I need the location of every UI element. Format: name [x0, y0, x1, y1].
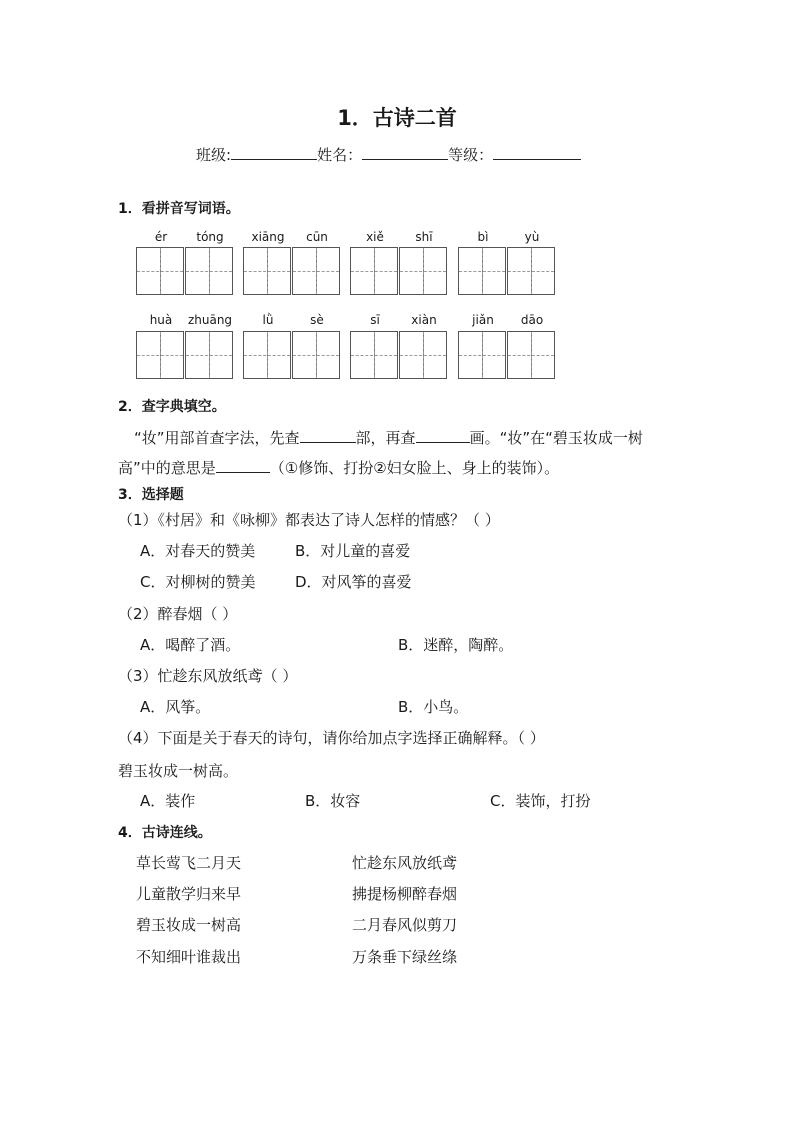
pinyin-label: lǜ	[262, 313, 274, 327]
writing-box[interactable]	[243, 331, 291, 379]
q3-1-option-c[interactable]: C．对柳树的赞美	[140, 573, 256, 591]
pinyin-label: shī	[415, 230, 433, 244]
q3-4-option-b[interactable]: B．妆容	[305, 792, 361, 810]
match-right-item[interactable]: 拂提杨柳醉春烟	[352, 885, 458, 903]
q3-1-option-d[interactable]: D．对风筝的喜爱	[295, 573, 412, 591]
writing-box[interactable]	[350, 247, 398, 295]
q4-heading: 4．古诗连线。	[118, 825, 212, 841]
writing-box[interactable]	[136, 247, 184, 295]
class-label: 班级:	[196, 146, 232, 164]
pinyin-label: cūn	[306, 230, 328, 244]
writing-box[interactable]	[507, 331, 555, 379]
pinyin-label: xiě	[366, 230, 384, 244]
writing-box[interactable]	[185, 331, 233, 379]
q3-2-option-b[interactable]: B．迷醉，陶醉。	[398, 636, 514, 654]
match-left-item[interactable]: 碧玉妆成一树高	[136, 916, 242, 934]
q3-4-poem-line: 碧玉妆成一树高。	[118, 762, 239, 780]
pinyin-label: yù	[524, 230, 540, 244]
match-right-item[interactable]: 二月春风似剪刀	[352, 916, 458, 934]
q3-sub-3: （3）忙趁东风放纸鸢（ ）	[118, 667, 298, 685]
q2-line-2: 高”中的意思是 （①修饰、打扮②妇女脸上、身上的装饰）。	[118, 459, 560, 477]
q3-heading: 3．选择题	[118, 487, 184, 503]
pinyin-label: jiǎn	[472, 313, 494, 327]
match-left-item[interactable]: 草长莺飞二月天	[136, 854, 242, 872]
q3-4-option-a[interactable]: A．装作	[140, 792, 196, 810]
q3-2-option-a[interactable]: A．喝醉了酒。	[140, 636, 241, 654]
writing-box[interactable]	[292, 331, 340, 379]
pinyin-label: sī	[370, 313, 380, 327]
match-left-item[interactable]: 儿童散学归来早	[136, 885, 242, 903]
writing-box[interactable]	[136, 331, 184, 379]
pinyin-label: sè	[310, 313, 324, 327]
name-blank[interactable]	[362, 144, 448, 160]
pinyin-label: ér	[154, 230, 168, 244]
radical-blank[interactable]	[300, 428, 356, 443]
pinyin-label: huà	[149, 313, 173, 327]
q3-4-option-c[interactable]: C．装饰，打扮	[490, 792, 591, 810]
pinyin-label: xiàn	[411, 313, 437, 327]
writing-box[interactable]	[350, 331, 398, 379]
pinyin-label: tóng	[196, 230, 224, 244]
grade-blank[interactable]	[493, 144, 581, 160]
q1-heading: 1．看拼音写词语。	[118, 201, 240, 217]
match-left-item[interactable]: 不知细叶谁裁出	[136, 948, 242, 966]
name-label: 姓名：	[317, 146, 363, 164]
pinyin-label: xiāng	[251, 230, 285, 244]
writing-box[interactable]	[243, 247, 291, 295]
match-right-item[interactable]: 忙趁东风放纸鸢	[352, 854, 458, 872]
pinyin-label: zhuāng	[187, 313, 233, 327]
q2-line-1: “妆”用部首查字法，先查 部，再查 画。“妆”在“碧玉妆成一树	[134, 429, 643, 447]
q3-3-option-a[interactable]: A．风筝。	[140, 698, 211, 716]
pinyin-label: bì	[477, 230, 489, 244]
q3-sub-1: （1）《村居》和《咏柳》都表达了诗人怎样的情感？（ ）	[118, 511, 500, 529]
q3-sub-2: （2）醉春烟（ ）	[118, 605, 238, 623]
writing-box[interactable]	[507, 247, 555, 295]
writing-box[interactable]	[458, 331, 506, 379]
writing-box[interactable]	[185, 247, 233, 295]
q2-heading: 2．查字典填空。	[118, 399, 226, 415]
writing-box[interactable]	[399, 247, 447, 295]
q3-3-option-b[interactable]: B．小鸟。	[398, 698, 469, 716]
student-info-line	[196, 144, 581, 165]
q3-1-option-b[interactable]: B．对儿童的喜爱	[295, 542, 411, 560]
grade-label: 等级：	[448, 146, 494, 164]
writing-box[interactable]	[292, 247, 340, 295]
writing-box[interactable]	[458, 247, 506, 295]
pinyin-label: dāo	[520, 313, 544, 327]
match-right-item[interactable]: 万条垂下绿丝绦	[352, 948, 458, 966]
meaning-blank[interactable]	[216, 458, 270, 473]
class-blank[interactable]	[231, 144, 317, 160]
page-title: 1．古诗二首	[337, 106, 457, 130]
q3-1-option-a[interactable]: A．对春天的赞美	[140, 542, 256, 560]
writing-box[interactable]	[399, 331, 447, 379]
q3-sub-4: （4）下面是关于春天的诗句，请你给加点字选择正确解释。（ ）	[118, 729, 545, 747]
stroke-count-blank[interactable]	[416, 428, 470, 443]
